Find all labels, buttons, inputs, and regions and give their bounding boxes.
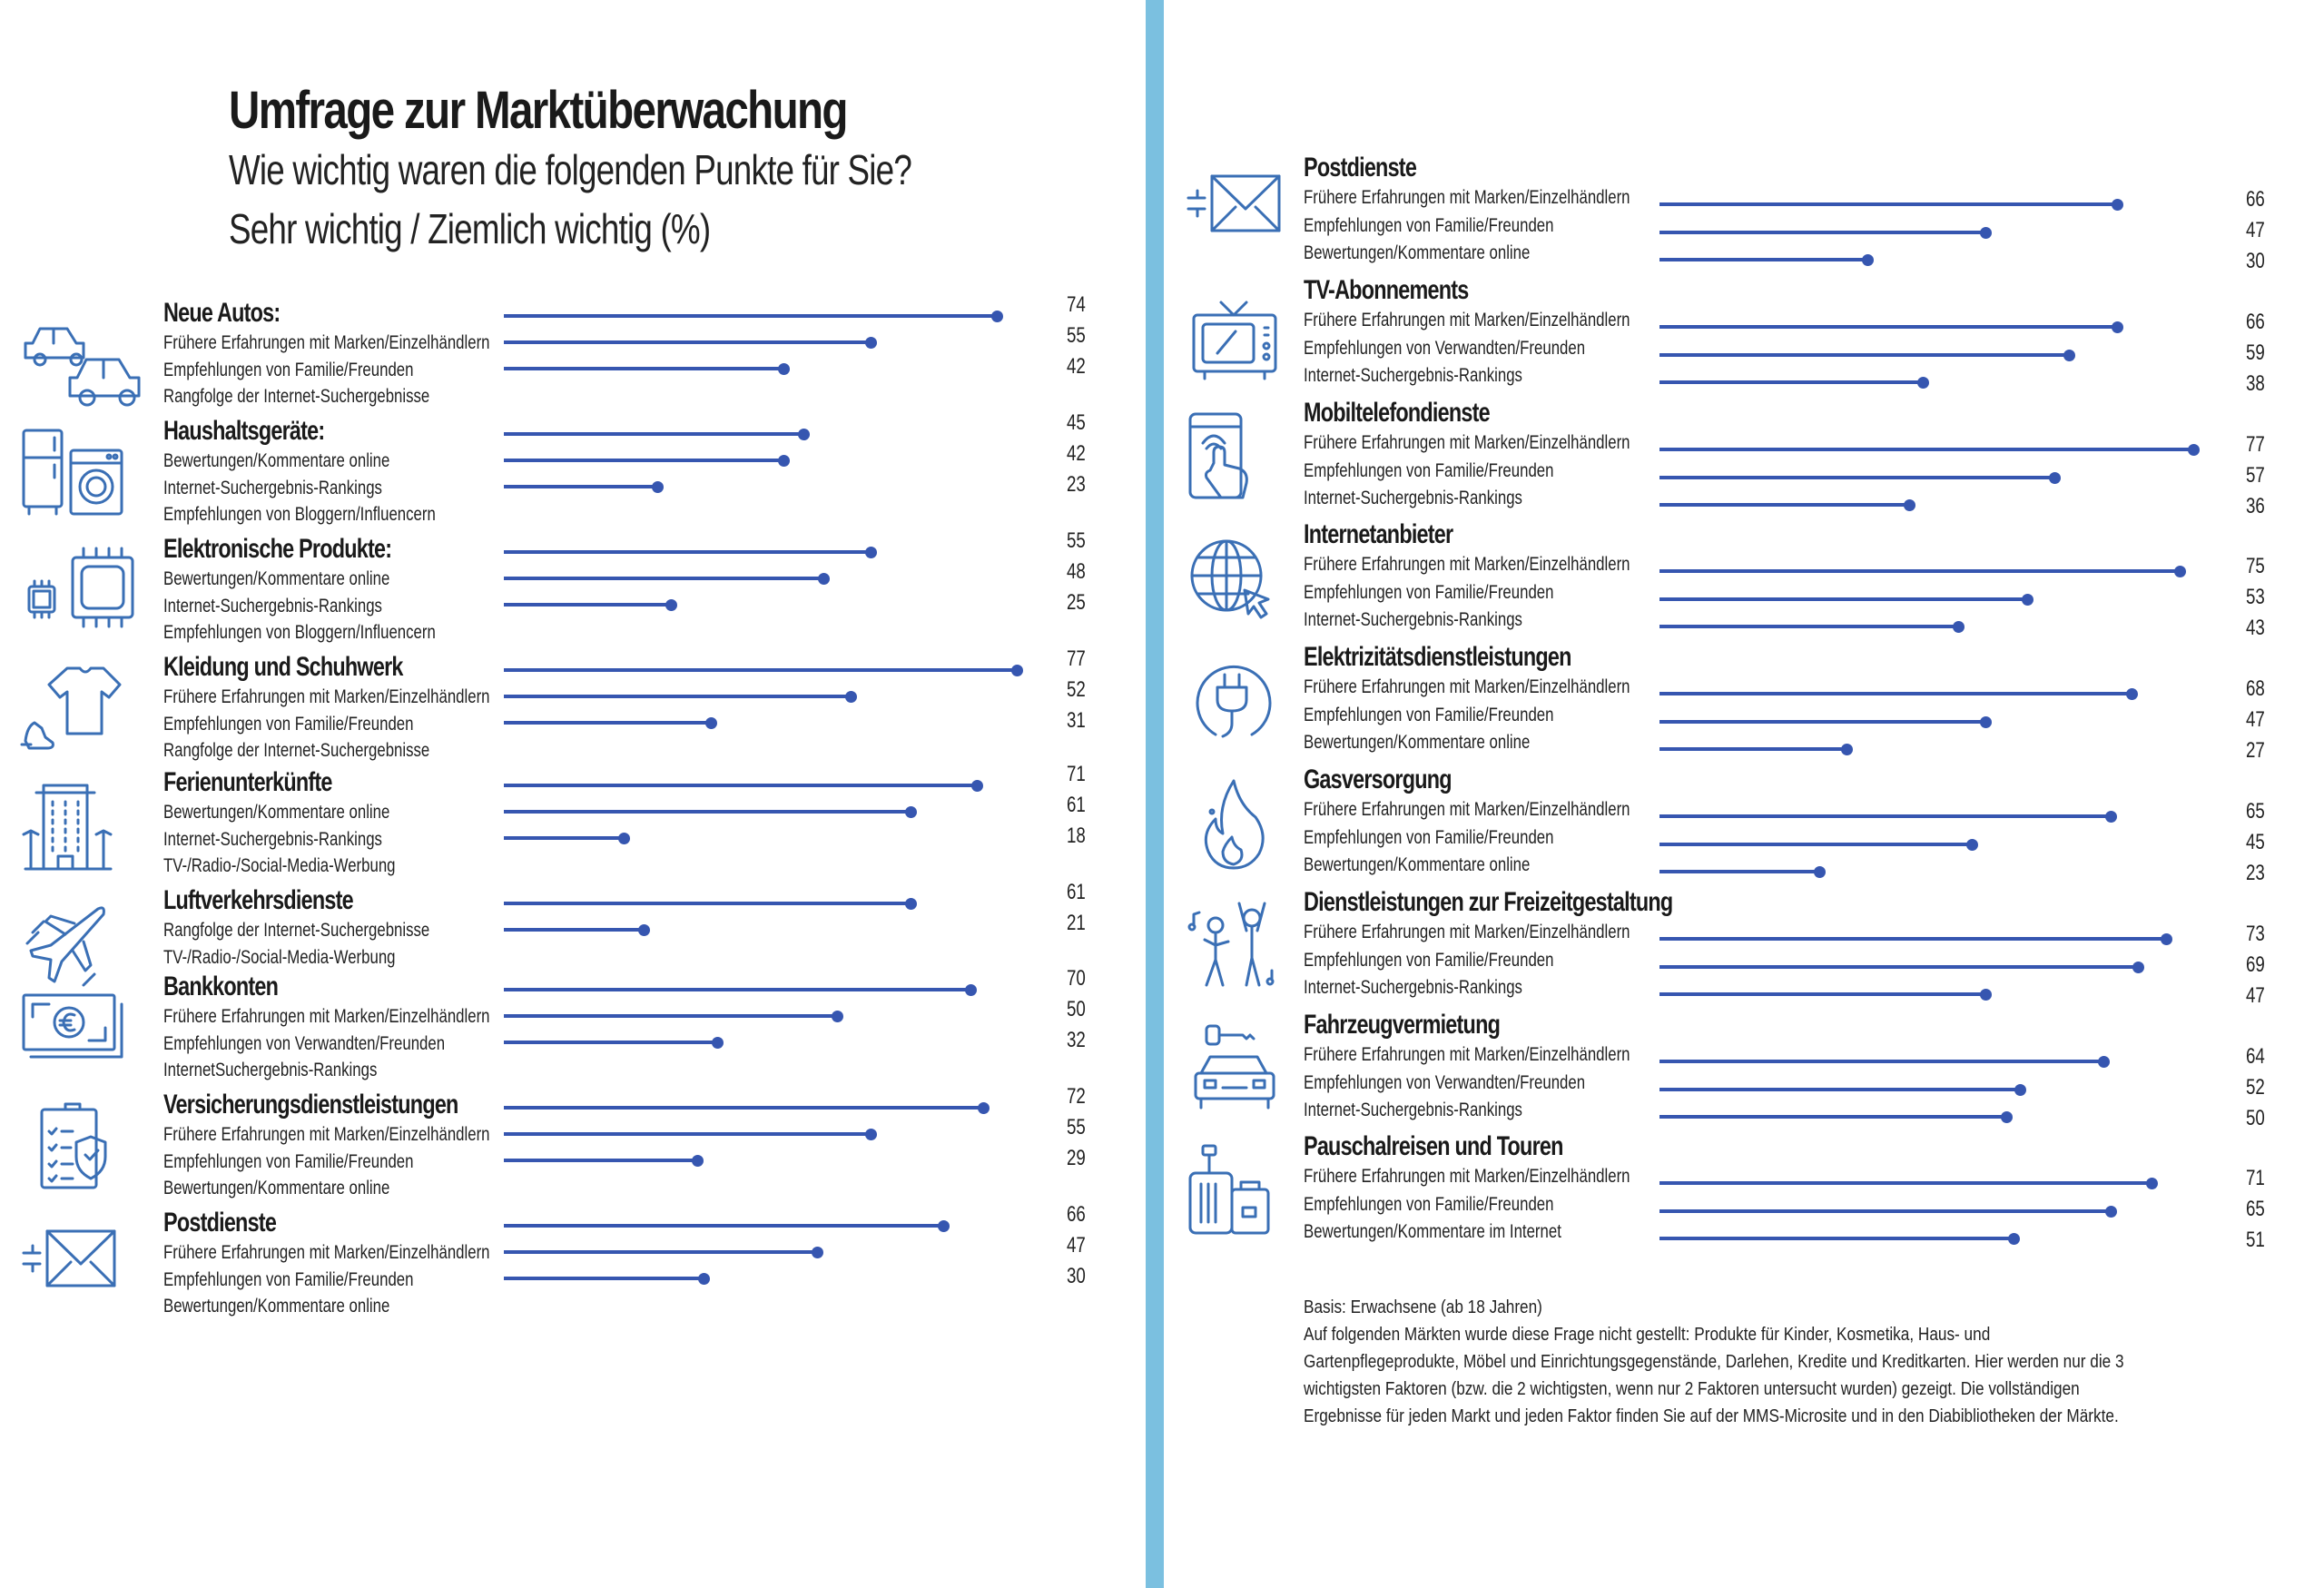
page-title: Umfrage zur Marktüberwachung bbox=[229, 81, 847, 140]
bar-end-dot bbox=[1841, 744, 1853, 755]
value-label: 75 bbox=[2246, 554, 2265, 578]
bar-mark bbox=[1659, 965, 2138, 969]
bar-end-dot bbox=[2014, 1084, 2026, 1096]
value-label: 31 bbox=[1067, 708, 1086, 733]
factor-label: Internet-Suchergebnis-Rankings bbox=[163, 828, 382, 850]
market-title: TV-Abonnements bbox=[1304, 275, 1469, 305]
value-label: 71 bbox=[2246, 1166, 2265, 1190]
dancing-people-icon bbox=[1185, 898, 1285, 1002]
bar-mark bbox=[1659, 569, 2180, 573]
bar-mark bbox=[1659, 870, 1819, 873]
factor-label: Bewertungen/Kommentare online bbox=[163, 1178, 390, 1198]
factor-label: TV-/Radio-/Social-Media-Werbung bbox=[163, 946, 396, 968]
bar-end-dot bbox=[2161, 933, 2172, 945]
market-title: Elektronische Produkte: bbox=[163, 534, 392, 564]
factor-label: Rangfolge der Internet-Suchergebnisse bbox=[163, 386, 430, 407]
bar-mark bbox=[1659, 1237, 2014, 1240]
value-label: 47 bbox=[1067, 1233, 1086, 1258]
bar-end-dot bbox=[1980, 716, 1992, 728]
bar-mark bbox=[1659, 692, 2132, 695]
bar-mark bbox=[1659, 258, 1867, 261]
market-title: Versicherungsdienstleistungen bbox=[163, 1090, 458, 1119]
factor-label: Empfehlungen von Familie/Freunden bbox=[1304, 459, 1554, 481]
value-label: 61 bbox=[1067, 793, 1086, 817]
value-label: 61 bbox=[1067, 880, 1086, 904]
factor-label: Empfehlungen von Familie/Freunden bbox=[1304, 1193, 1554, 1215]
value-label: 66 bbox=[2246, 187, 2265, 212]
factor-label: Frühere Erfahrungen mit Marken/Einzelhändlern bbox=[1304, 922, 1630, 942]
value-label: 23 bbox=[2246, 861, 2265, 885]
market-title: Haushaltsgeräte: bbox=[163, 416, 325, 446]
bar-end-dot bbox=[2126, 688, 2138, 700]
factor-label: Bewertungen/Kommentare online bbox=[1304, 854, 1531, 875]
bar-mark bbox=[1659, 1060, 2103, 1063]
flame-icon bbox=[1185, 775, 1285, 880]
factor-label: Bewertungen/Kommentare online bbox=[163, 450, 390, 471]
value-label: 45 bbox=[1067, 410, 1086, 435]
factor-label: Frühere Erfahrungen mit Marken/Einzelhändlern bbox=[1304, 799, 1630, 820]
value-label: 32 bbox=[1067, 1028, 1086, 1052]
value-label: 55 bbox=[1067, 323, 1086, 348]
bar-mark bbox=[1659, 1088, 2020, 1091]
bar-mark bbox=[1659, 1181, 2152, 1185]
factor-label: Empfehlungen von Familie/Freunden bbox=[1304, 214, 1554, 236]
bar-mark bbox=[1659, 597, 2027, 601]
market-title: Mobiltelefondienste bbox=[1304, 398, 1490, 428]
bar-end-dot bbox=[2063, 350, 2075, 361]
bar-end-dot bbox=[2146, 1178, 2158, 1189]
bar-end-dot bbox=[1966, 839, 1978, 851]
tv-icon bbox=[1185, 286, 1285, 390]
bar-end-dot bbox=[2022, 594, 2034, 606]
factor-label: Frühere Erfahrungen mit Marken/Einzelhändlern bbox=[1304, 1166, 1630, 1187]
bar-end-dot bbox=[1917, 377, 1929, 389]
factor-label: Frühere Erfahrungen mit Marken/Einzelhändlern bbox=[1304, 1044, 1630, 1065]
page-subtitle-scale: Sehr wichtig / Ziemlich wichtig (%) bbox=[229, 205, 711, 252]
factor-label: Frühere Erfahrungen mit Marken/Einzelhändlern bbox=[163, 332, 490, 353]
value-label: 73 bbox=[2246, 922, 2265, 946]
bar-end-dot bbox=[2132, 962, 2144, 973]
factor-label: Frühere Erfahrungen mit Marken/Einzelhändlern bbox=[163, 1242, 490, 1263]
factor-label: Internet-Suchergebnis-Rankings bbox=[1304, 1100, 1522, 1120]
bar-end-dot bbox=[2112, 321, 2123, 333]
value-label: 59 bbox=[2246, 340, 2265, 365]
factor-label: Rangfolge der Internet-Suchergebnisse bbox=[163, 920, 430, 941]
market-title: Ferienunterkünfte bbox=[163, 767, 332, 797]
bar-mark bbox=[1659, 937, 2166, 941]
envelope-icon bbox=[1185, 163, 1285, 259]
bar-mark bbox=[1659, 625, 1958, 628]
factor-label: Frühere Erfahrungen mit Marken/Einzelhändlern bbox=[1304, 554, 1630, 575]
value-label: 36 bbox=[2246, 494, 2265, 518]
value-label: 57 bbox=[2246, 463, 2265, 488]
value-label: 66 bbox=[1067, 1202, 1086, 1227]
factor-label: InternetSuchergebnis-Rankings bbox=[163, 1060, 378, 1080]
factor-label: Empfehlungen von Verwandten/Freunden bbox=[1304, 1071, 1586, 1093]
market-title: Neue Autos: bbox=[163, 298, 281, 328]
bar-end-dot bbox=[2112, 199, 2123, 211]
factor-label: Bewertungen/Kommentare online bbox=[1304, 242, 1531, 263]
market-title: Luftverkehrsdienste bbox=[163, 885, 353, 915]
bar-mark bbox=[1659, 1209, 2111, 1213]
factor-label: Internet-Suchergebnis-Rankings bbox=[163, 595, 382, 616]
value-label: 42 bbox=[1067, 354, 1086, 379]
factor-label: Bewertungen/Kommentare im Internet bbox=[1304, 1221, 1561, 1242]
factor-label: Frühere Erfahrungen mit Marken/Einzelhändlern bbox=[163, 686, 490, 707]
factor-label: Empfehlungen von Familie/Freunden bbox=[163, 713, 414, 735]
factor-label: Frühere Erfahrungen mit Marken/Einzelhändlern bbox=[163, 1124, 490, 1145]
value-label: 38 bbox=[2246, 371, 2265, 396]
bar-end-dot bbox=[2105, 811, 2117, 823]
factor-label: Empfehlungen von Familie/Freunden bbox=[1304, 704, 1554, 725]
value-label: 23 bbox=[1067, 472, 1086, 497]
value-label: 47 bbox=[2246, 707, 2265, 732]
bar-end-dot bbox=[2188, 444, 2200, 456]
factor-label: Empfehlungen von Familie/Freunden bbox=[1304, 949, 1554, 971]
value-label: 50 bbox=[2246, 1106, 2265, 1130]
value-label: 65 bbox=[2246, 1197, 2265, 1221]
bar-end-dot bbox=[1980, 989, 1992, 1001]
value-label: 71 bbox=[1067, 762, 1086, 786]
factor-label: Empfehlungen von Familie/Freunden bbox=[1304, 826, 1554, 848]
value-label: 30 bbox=[2246, 249, 2265, 273]
footnote-basis: Basis: Erwachsene (ab 18 Jahren) bbox=[1304, 1297, 1542, 1317]
value-label: 47 bbox=[2246, 218, 2265, 242]
value-label: 29 bbox=[1067, 1146, 1086, 1170]
bar-end-dot bbox=[2105, 1206, 2117, 1218]
bar-mark bbox=[1659, 353, 2069, 357]
value-label: 47 bbox=[2246, 983, 2265, 1008]
factor-label: Frühere Erfahrungen mit Marken/Einzelhändlern bbox=[163, 1006, 490, 1027]
bar-mark bbox=[1659, 476, 2054, 479]
bar-mark bbox=[1659, 448, 2193, 451]
factor-label: Internet-Suchergebnis-Rankings bbox=[1304, 609, 1522, 630]
value-label: 68 bbox=[2246, 676, 2265, 701]
factor-label: Bewertungen/Kommentare online bbox=[163, 1296, 390, 1317]
bar-end-dot bbox=[1953, 621, 1965, 633]
value-label: 51 bbox=[2246, 1228, 2265, 1252]
bar-mark bbox=[1659, 1115, 2006, 1119]
factor-label: Frühere Erfahrungen mit Marken/Einzelhändlern bbox=[1304, 187, 1630, 208]
value-label: 77 bbox=[1067, 646, 1086, 671]
market-title: Kleidung und Schuhwerk bbox=[163, 652, 403, 682]
bar-end-dot bbox=[2008, 1233, 2020, 1245]
market-title: Pauschalreisen und Touren bbox=[1304, 1131, 1563, 1161]
car-key-icon bbox=[1185, 1021, 1285, 1125]
footnote bbox=[1304, 1294, 2147, 1430]
value-label: 55 bbox=[1067, 528, 1086, 553]
factor-label: Bewertungen/Kommentare online bbox=[163, 568, 390, 589]
factor-label: Empfehlungen von Verwandten/Freunden bbox=[163, 1032, 446, 1054]
value-label: 77 bbox=[2246, 432, 2265, 457]
factor-label: Bewertungen/Kommentare online bbox=[163, 802, 390, 823]
factor-label: Empfehlungen von Bloggern/Influencern bbox=[163, 504, 436, 525]
market-title: Internetanbieter bbox=[1304, 519, 1453, 549]
value-label: 43 bbox=[2246, 616, 2265, 640]
factor-label: Frühere Erfahrungen mit Marken/Einzelhändlern bbox=[1304, 432, 1630, 453]
factor-label: Empfehlungen von Verwandten/Freunden bbox=[1304, 337, 1586, 359]
bar-end-dot bbox=[2001, 1111, 2013, 1123]
value-label: 18 bbox=[1067, 824, 1086, 848]
value-label: 64 bbox=[2246, 1044, 2265, 1069]
bar-mark bbox=[1659, 325, 2117, 329]
value-label: 21 bbox=[1067, 911, 1086, 935]
value-label: 69 bbox=[2246, 952, 2265, 977]
value-label: 30 bbox=[1067, 1264, 1086, 1288]
factor-label: Empfehlungen von Familie/Freunden bbox=[1304, 581, 1554, 603]
bar-end-dot bbox=[2049, 472, 2061, 484]
factor-label: Internet-Suchergebnis-Rankings bbox=[1304, 977, 1522, 998]
value-label: 50 bbox=[1067, 997, 1086, 1021]
market-title: Fahrzeugvermietung bbox=[1304, 1010, 1501, 1040]
bar-mark bbox=[1659, 720, 1985, 724]
luggage-icon bbox=[1185, 1142, 1285, 1247]
bar-mark bbox=[1659, 380, 1923, 384]
globe-cursor-icon bbox=[1185, 530, 1285, 635]
market-title: Elektrizitätsdienstleistungen bbox=[1304, 642, 1571, 672]
value-label: 52 bbox=[2246, 1075, 2265, 1100]
bar-end-dot bbox=[2174, 566, 2186, 577]
market-title: Bankkonten bbox=[163, 972, 279, 1001]
value-label: 72 bbox=[1067, 1084, 1086, 1109]
value-label: 70 bbox=[1067, 966, 1086, 991]
value-label: 55 bbox=[1067, 1115, 1086, 1139]
factor-label: TV-/Radio-/Social-Media-Werbung bbox=[163, 855, 396, 876]
factor-label: Internet-Suchergebnis-Rankings bbox=[1304, 365, 1522, 386]
bar-end-dot bbox=[1980, 227, 1992, 239]
factor-label: Empfehlungen von Familie/Freunden bbox=[163, 1268, 414, 1290]
market-title: Postdienste bbox=[1304, 153, 1417, 182]
factor-label: Frühere Erfahrungen mit Marken/Einzelhändlern bbox=[1304, 310, 1630, 330]
plug-icon bbox=[1185, 653, 1285, 757]
bar-mark bbox=[1659, 503, 1909, 507]
value-label: 45 bbox=[2246, 830, 2265, 854]
value-label: 42 bbox=[1067, 441, 1086, 466]
market-title: Dienstleistungen zur Freizeitgestaltung bbox=[1304, 887, 1673, 917]
footnote-text: Auf folgenden Märkten wurde diese Frage nicht gestellt: Produkte für Kinder, Kosmetika, Haus- und Gartenpflegeprodukte, Möbel und Einrichtungsgegenstände, Darlehen, Kredite und Kreditkarten. Hier werden nur die 3 wichtigsten Faktoren (bzw. die 2 wichtigsten, wenn nur 2 Faktoren untersucht wurden) gezeigt. Die vollständigen Ergebnisse für jeden Markt und jeden Faktor finden Sie auf der MMS-Microsite und in den Diabibliotheken der Märkte. bbox=[1304, 1325, 2124, 1426]
value-label: 48 bbox=[1067, 559, 1086, 584]
value-label: 52 bbox=[1067, 677, 1086, 702]
smartphone-touch-icon bbox=[1185, 409, 1285, 513]
bar-mark bbox=[1659, 814, 2111, 818]
bar-mark bbox=[1659, 747, 1846, 751]
factor-label: Rangfolge der Internet-Suchergebnisse bbox=[163, 740, 430, 761]
factor-label: Frühere Erfahrungen mit Marken/Einzelhändlern bbox=[1304, 676, 1630, 697]
bar-mark bbox=[1659, 843, 1972, 846]
market-title: Gasversorgung bbox=[1304, 764, 1452, 794]
value-label: 66 bbox=[2246, 310, 2265, 334]
factor-label: Empfehlungen von Familie/Freunden bbox=[163, 359, 414, 380]
value-label: 27 bbox=[2246, 738, 2265, 763]
page-subtitle-question: Wie wichtig waren die folgenden Punkte für Sie? bbox=[229, 146, 912, 193]
bar-mark bbox=[1659, 231, 1985, 234]
factor-label: Internet-Suchergebnis-Rankings bbox=[163, 477, 382, 498]
factor-label: Internet-Suchergebnis-Rankings bbox=[1304, 488, 1522, 508]
value-label: 74 bbox=[1067, 292, 1086, 317]
bar-end-dot bbox=[1904, 499, 1915, 511]
value-label: 25 bbox=[1067, 590, 1086, 615]
bar-end-dot bbox=[2098, 1056, 2110, 1068]
bar-mark bbox=[1659, 202, 2117, 206]
market-title: Postdienste bbox=[163, 1208, 277, 1238]
factor-label: Bewertungen/Kommentare online bbox=[1304, 732, 1531, 753]
factor-label: Empfehlungen von Familie/Freunden bbox=[163, 1150, 414, 1172]
bar-mark bbox=[1659, 992, 1985, 996]
bar-end-dot bbox=[1862, 254, 1874, 266]
value-label: 65 bbox=[2246, 799, 2265, 824]
value-label: 53 bbox=[2246, 585, 2265, 609]
bar-end-dot bbox=[1814, 866, 1826, 878]
factor-label: Empfehlungen von Bloggern/Influencern bbox=[163, 622, 436, 643]
